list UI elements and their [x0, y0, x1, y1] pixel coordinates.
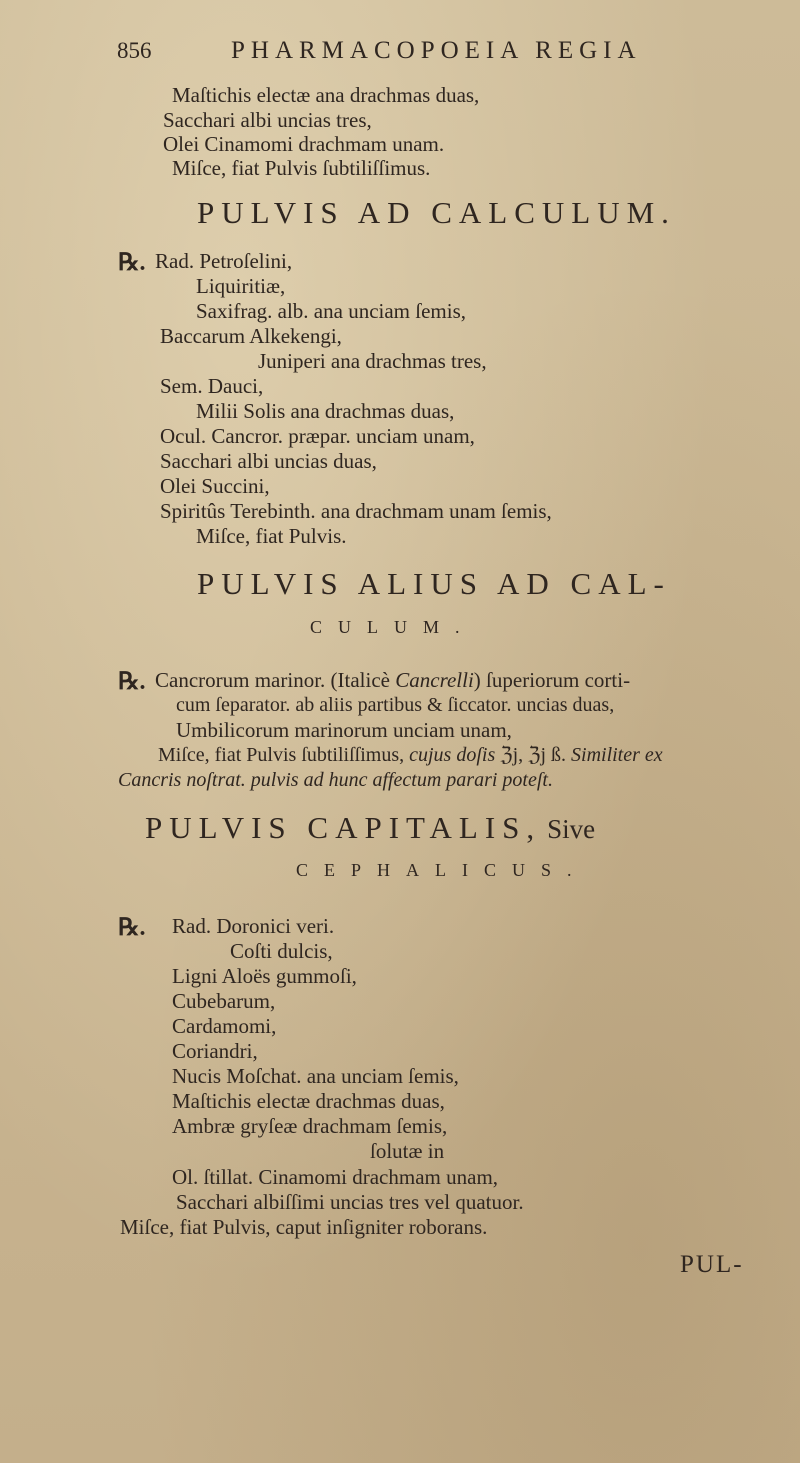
- section-subheading: CULUM.: [310, 617, 476, 637]
- ingredient-line: Liquiritiæ,: [196, 274, 286, 298]
- ingredient-line: Ol. ſtillat. Cinamomi drachmam unam,: [172, 1165, 499, 1189]
- page-number: 856: [117, 38, 152, 63]
- ingredient-line: Cubebarum,: [172, 989, 276, 1013]
- recipe-symbol: ℞.: [118, 669, 146, 695]
- ingredient-line: Coſti dulcis,: [230, 939, 333, 963]
- section-heading: PULVIS AD CALCULUM.: [197, 195, 676, 230]
- ingredient-line: Juniperi ana drachmas tres,: [258, 349, 487, 373]
- text-line: Sacchari albi uncias tres,: [163, 108, 372, 132]
- ingredient-line: Miſce, fiat Pulvis, caput inſigniter roborans.: [120, 1215, 488, 1239]
- ingredient-line: Spiritûs Terebinth. ana drachmam unam ſemis,: [160, 499, 552, 523]
- text-line: cum ſeparator. ab aliis partibus & ſiccator. uncias duas,: [176, 694, 615, 716]
- ingredient-line: Maſtichis electæ drachmas duas,: [172, 1089, 445, 1113]
- recipe-symbol: ℞.: [118, 915, 146, 941]
- text-line: Olei Cinamomi drachmam unam.: [163, 132, 445, 156]
- ingredient-line: Sacchari albiſſimi uncias tres vel quatuor.: [176, 1190, 524, 1214]
- ingredient-line: Baccarum Alkekengi,: [160, 324, 342, 348]
- ingredient-line: Ocul. Cancror. præpar. unciam unam,: [160, 424, 475, 448]
- section-heading: PULVIS ALIUS AD CAL-: [197, 566, 671, 601]
- text-line: Cancrorum marinor. (Italicè Cancrelli) ſuperiorum corti-: [155, 668, 631, 692]
- ingredient-line: Milii Solis ana drachmas duas,: [196, 399, 455, 423]
- running-title: PHARMACOPOEIA REGIA: [231, 37, 642, 64]
- ingredient-line: Coriandri,: [172, 1039, 258, 1063]
- ingredient-line: Cardamomi,: [172, 1014, 277, 1038]
- section-subheading: CEPHALICUS.: [296, 860, 588, 880]
- ingredient-line: Nucis Moſchat. ana unciam ſemis,: [172, 1064, 459, 1088]
- ingredient-line: ſolutæ in: [370, 1139, 445, 1163]
- ingredient-line: Sem. Dauci,: [160, 374, 264, 398]
- ingredient-line: Sacchari albi uncias duas,: [160, 449, 377, 473]
- text-line: Maſtichis electæ ana drachmas duas,: [172, 83, 480, 107]
- ingredient-line: Rad. Doronici veri.: [172, 914, 335, 938]
- text-line: Miſce, fiat Pulvis ſubtiliſſimus, cujus doſis ℨj, ℨj ß. Similiter ex: [158, 744, 663, 766]
- ingredient-line: Miſce, fiat Pulvis.: [196, 524, 347, 548]
- text-line: Miſce, fiat Pulvis ſubtiliſſimus.: [172, 156, 431, 180]
- catchword: PUL-: [680, 1251, 744, 1278]
- ingredient-line: Ligni Aloës gummoſi,: [172, 964, 357, 988]
- section-heading: PULVIS CAPITALIS, Sive: [145, 810, 596, 845]
- ingredient-line: Saxifrag. alb. ana unciam ſemis,: [196, 299, 466, 323]
- recipe-symbol: ℞.: [118, 250, 146, 276]
- ingredient-line: Olei Succini,: [160, 474, 270, 498]
- text-line: Umbilicorum marinorum unciam unam,: [176, 718, 512, 742]
- ingredient-line: Rad. Petroſelini,: [155, 249, 293, 273]
- text-line: Cancris noſtrat. pulvis ad hunc affectum parari poteſt.: [118, 769, 553, 791]
- ingredient-line: Ambræ gryſeæ drachmam ſemis,: [172, 1114, 448, 1138]
